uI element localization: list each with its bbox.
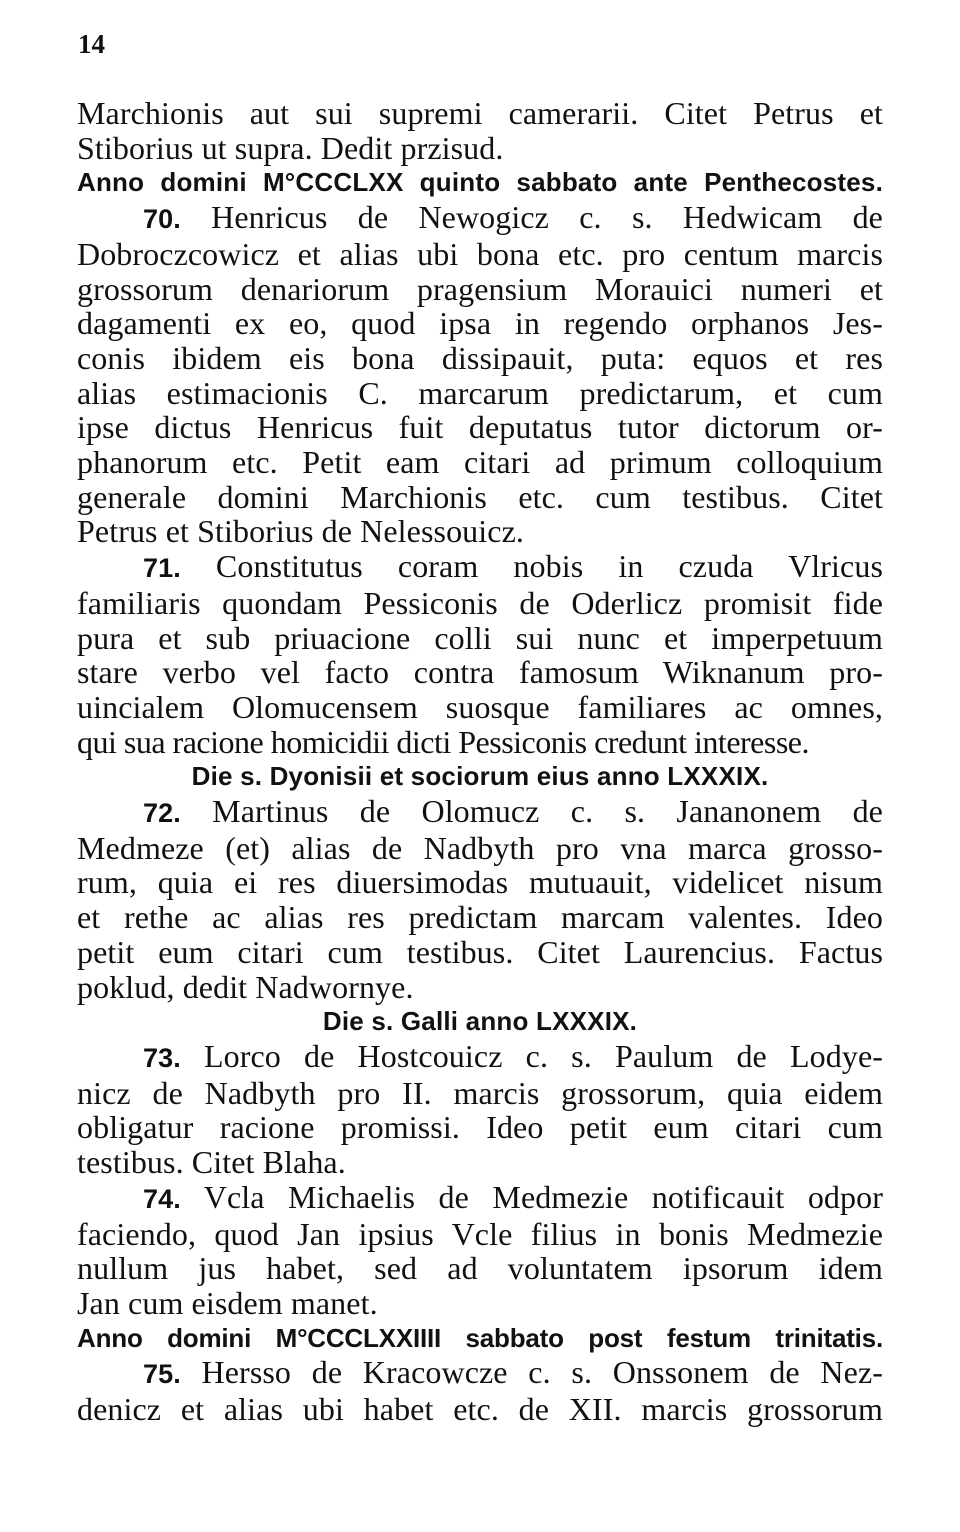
section-heading: Die s. Galli anno LXXXIX. <box>322 1006 638 1037</box>
text-line: obligatur racione promissi. Ideo petit eum citari cum <box>77 1109 883 1146</box>
text-line: dagamenti ex eo, quod ipsa in regendo orphanos Jes- <box>77 305 883 342</box>
page-number: 14 <box>78 29 105 59</box>
text-line: uincialem Olomucensem suosque familiares ac omnes, <box>77 688 883 725</box>
text-line: ipse dictus Henricus fuit deputatus tutor dictorum or- <box>77 409 883 446</box>
text-line: Jan cum eisdem manet. <box>77 1284 378 1321</box>
entry-75-first-line: 75. Hersso de Kracowcze c. s. Onssonem de Nez- <box>143 1354 883 1391</box>
entry-number: 72. <box>143 798 181 829</box>
text-line: denicz et alias ubi habet etc. de XII. marcis grossorum <box>77 1391 883 1428</box>
section-heading: Anno domini M°CCCLXXIIII sabbato post festum trinitatis. <box>77 1322 883 1353</box>
text-line: alias estimacionis C. marcarum predictarum, et cum <box>77 374 883 411</box>
text-line: conis ibidem eis bona dissipauit, puta: equos et res <box>77 339 883 376</box>
text-line: testibus. Citet Blaha. <box>77 1144 346 1181</box>
entry-number: 75. <box>143 1359 181 1390</box>
entry-number: 73. <box>143 1042 181 1073</box>
text-line: Stiborius ut supra. Dedit przisud. <box>77 129 504 166</box>
text-line: rum, quia ei res diuersimodas mutuauit, videlicet nisum <box>77 864 883 901</box>
entry-number: 74. <box>143 1183 181 1214</box>
text-line: generale domini Marchionis etc. cum testibus. Citet <box>77 478 883 515</box>
text-line: nullum jus habet, sed ad voluntatem ipsorum idem <box>77 1250 883 1287</box>
section-heading: Anno domini M°CCCLXX quinto sabbato ante Penthecostes. <box>77 167 883 198</box>
text-line: et rethe ac alias res predictam marcam valentes. Ideo <box>77 899 883 936</box>
text-line: Marchionis aut sui supremi camerarii. Citet Petrus et <box>77 95 883 131</box>
text-line: pura et sub priuacione colli sui nunc et imperpetuum <box>77 619 883 656</box>
text-line: poklud, dedit Nadwornye. <box>77 968 414 1005</box>
entry-74-first-line: 74. Vcla Michaelis de Medmezie notificauit odpor <box>143 1178 883 1215</box>
section-heading: Die s. Dyonisii et sociorum eius anno LXXXIX. <box>191 761 769 792</box>
entry-72-first-line: 72. Martinus de Olomucz c. s. Jananonem de <box>143 793 883 830</box>
entry-73-first-line: 73. Lorco de Hostcouicz c. s. Paulum de Lodye- <box>143 1037 883 1074</box>
text-line: grossorum denariorum pragensium Morauici numeri et <box>77 270 883 307</box>
text-line: Dobroczcowicz et alias ubi bona etc. pro centum marcis <box>77 235 883 272</box>
text-body <box>77 96 883 1427</box>
text-line: petit eum citari cum testibus. Citet Laurencius. Factus <box>77 933 883 970</box>
text-line: phanorum etc. Petit eam citari ad primum colloquium <box>77 444 883 481</box>
entry-71-first-line: 71. Constitutus coram nobis in czuda Vlricus <box>143 548 883 585</box>
text-line: Medmeze (et) alias de Nadbyth pro vna marca grosso- <box>77 829 883 866</box>
text-line: stare verbo vel facto contra famosum Wiknanum pro- <box>77 654 883 691</box>
text-line: familiaris quondam Pessiconis de Oderlicz promisit fide <box>77 584 883 621</box>
text-line: nicz de Nadbyth pro II. marcis grossorum, quia eidem <box>77 1074 883 1111</box>
text-line: Petrus et Stiborius de Nelessouicz. <box>77 513 524 550</box>
entry-70-first-line: 70. Henricus de Newogicz c. s. Hedwicam de <box>143 199 883 236</box>
entry-number: 70. <box>143 204 181 235</box>
text-line: faciendo, quod Jan ipsius Vcle filius in bonis Medmezie <box>77 1215 883 1252</box>
entry-number: 71. <box>143 553 181 584</box>
text-line: qui sua racione homicidii dicti Pessiconis credunt interesse. <box>77 723 809 760</box>
